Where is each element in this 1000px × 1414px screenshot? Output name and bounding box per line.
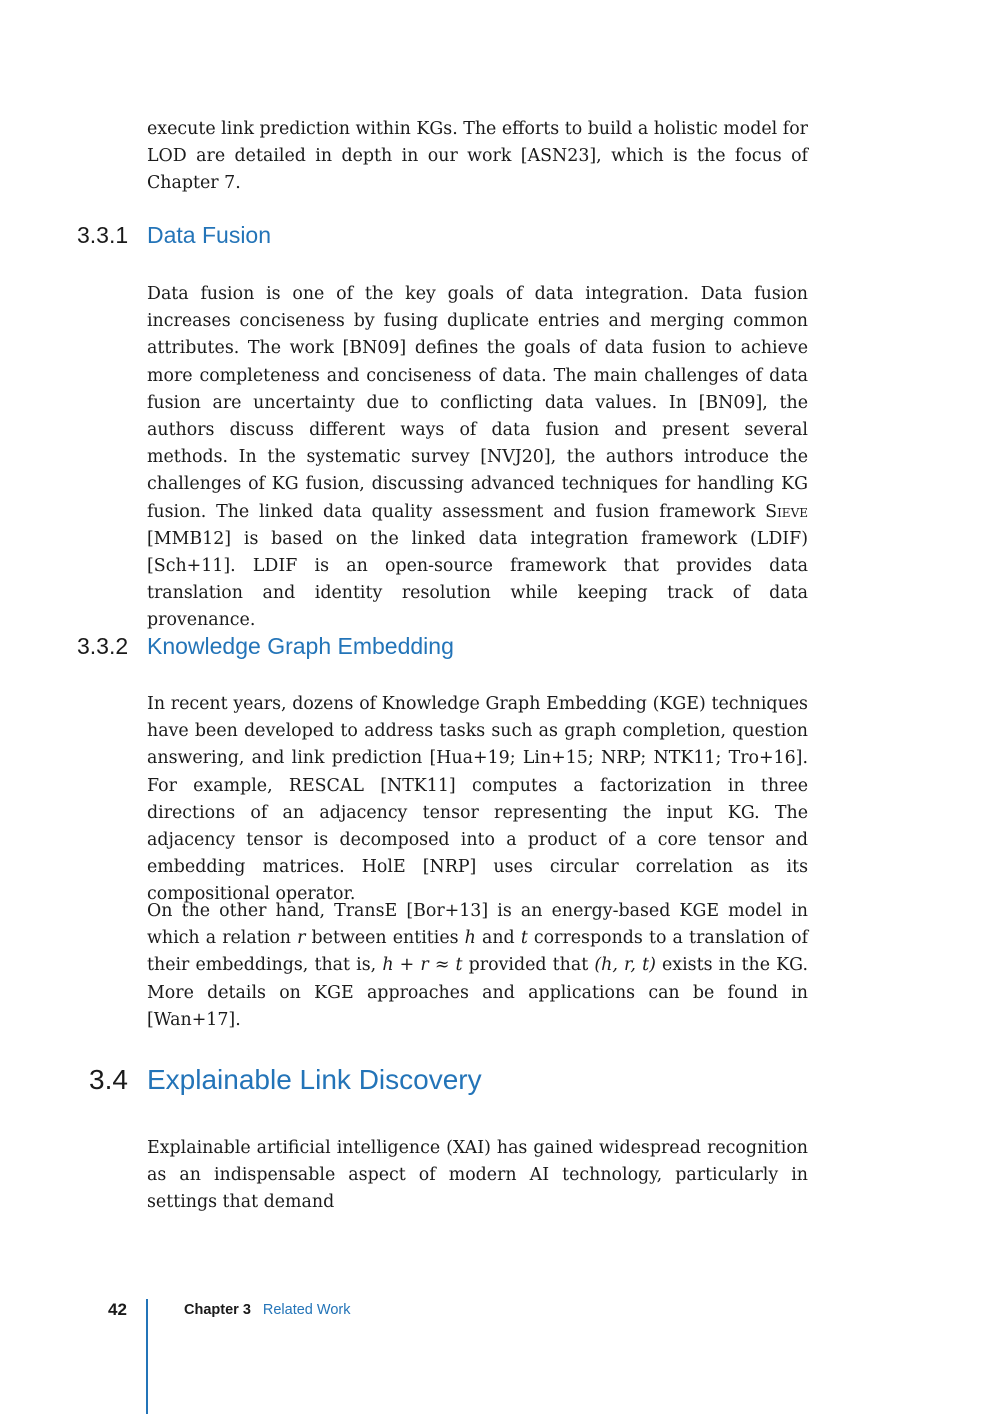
sieve-name: Sieve — [765, 501, 808, 522]
footer-rule — [146, 1299, 148, 1414]
xai-paragraph: Explainable artificial intelligence (XAI) has gained widespread recognition as an indispensable aspect of modern AI technology, particularly in settings that demand — [147, 1138, 808, 1213]
text-span: Data fusion is one of the key goals of data integration. Data fusion increases conciseness by fusing duplicate entries and merging common attributes. The work [BN09] defines the goals of data fusion to achieve more completeness and conciseness of data. The main challenges of data fusion are uncertainty due to conflicting data values. In [BN09], the authors discuss different ways of data fusion and present several methods. In the systematic survey [NVJ20], the authors introduce the challenges of KG fusion, discussing advanced techniques for handling KG fusion. The linked data quality assessment and fusion framework — [147, 284, 808, 522]
text-span: exists in the KG. More details on KGE approaches and applications can be found in [Wan+17]. — [147, 955, 808, 1030]
text-span: provided that — [462, 955, 595, 976]
section-heading-xai — [0, 1064, 1000, 1100]
math-h: h — [464, 928, 476, 949]
section-number: 3.3.1 — [77, 222, 129, 248]
text-span: and — [475, 928, 521, 949]
running-footer — [184, 1302, 350, 1318]
section-title: Data Fusion — [147, 222, 272, 248]
section-number: 3.4 — [89, 1064, 128, 1095]
text-span: [MMB12] is based on the linked data integration framework (LDIF) [Sch+11]. LDIF is an open-source framework that provides data translation and identity resolution while keeping track of data provenance. — [147, 528, 808, 631]
chapter-title: Related Work — [262, 1302, 351, 1318]
math-equation: h + r ≈ t — [382, 955, 463, 976]
math-t: t — [520, 928, 528, 949]
chapter-label: Chapter 3 — [184, 1302, 251, 1318]
text-span: between entities — [305, 928, 465, 949]
section-heading-data-fusion — [0, 222, 1000, 252]
section-title: Explainable Link Discovery — [147, 1064, 482, 1095]
math-tuple: (h, r, t) — [594, 955, 656, 976]
intro-paragraph: execute link prediction within KGs. The efforts to build a holistic model for LOD are detailed in depth in our work [ASN23], which is the focus of Chapter 7. — [147, 119, 808, 194]
kge-paragraph-1: In recent years, dozens of Knowledge Graph Embedding (KGE) techniques have been developed to address tasks such as graph completion, question answering, and link prediction [Hua+19; Lin+15; NRP; NTK11; Tro+16]. For example, RESCAL [NTK11] computes a factorization in three directions of an adjacency tensor representing the input KG. The adjacency tensor is decomposed into a product of a core tensor and embedding matrices. HolE [NRP] uses circular correlation as its compositional operator. — [147, 694, 808, 905]
text-span: On the other hand, TransE [Bor+13] is an energy-based KGE model in which a relation — [147, 901, 808, 949]
kge-paragraph-2 — [147, 898, 808, 1034]
math-r: r — [297, 928, 306, 949]
section-number: 3.3.2 — [77, 633, 129, 659]
text-span: corresponds to a translation of their embeddings, that is, — [147, 928, 809, 976]
page-number: 42 — [108, 1300, 127, 1319]
section-title: Knowledge Graph Embedding — [147, 633, 454, 659]
data-fusion-paragraph — [147, 281, 808, 635]
section-heading-kge — [0, 633, 1000, 663]
